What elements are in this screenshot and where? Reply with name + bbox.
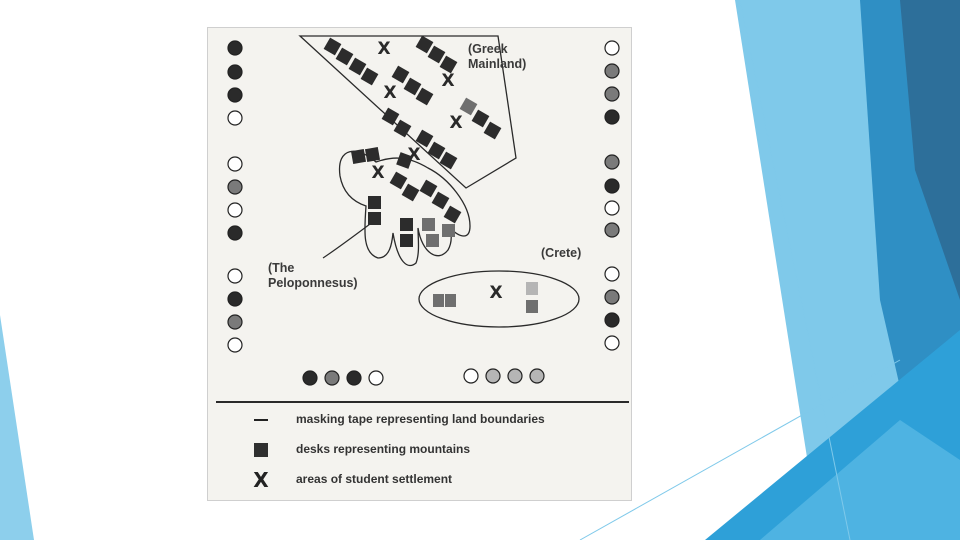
legend-row-tape (216, 409, 626, 431)
seat-circle (605, 201, 619, 215)
desk-square-icon (250, 439, 272, 461)
seat-circle (228, 41, 242, 55)
legend-row-settlement (216, 469, 626, 491)
seat-circle (228, 203, 242, 217)
peloponnesus-pointer (323, 224, 370, 258)
desk-square (428, 46, 446, 64)
desk-square (402, 184, 420, 202)
seat-circle (605, 336, 619, 350)
settlement-x: X (407, 145, 421, 165)
legend-row-desk (216, 439, 626, 461)
settlement-x: X (489, 283, 503, 303)
desk-square (433, 294, 444, 307)
desk-square (400, 234, 413, 247)
desk-square (361, 68, 379, 86)
settlement-x: X (441, 71, 455, 91)
settlement-x-icon: X (253, 468, 269, 492)
desk-square (526, 282, 538, 295)
desk-square (420, 180, 438, 198)
desk-square (445, 294, 456, 307)
desk-square (336, 48, 354, 66)
left-edge-accent (0, 315, 34, 540)
desk-square (428, 142, 446, 160)
settlement-x: X (449, 113, 463, 133)
desk-square (400, 218, 413, 231)
label-crete: (Crete) (541, 246, 582, 260)
seat-circle (605, 313, 619, 327)
desk-square (416, 36, 434, 54)
seat-circle (228, 111, 242, 125)
desk-square (382, 108, 400, 126)
seat-circle (228, 269, 242, 283)
desk-square (351, 149, 366, 164)
desk-square (444, 206, 462, 224)
seat-circle (347, 371, 361, 385)
label-greek-mainland (468, 42, 526, 72)
seat-circle (605, 64, 619, 78)
seat-circle (605, 155, 619, 169)
desk-square (422, 218, 435, 231)
seat-circle (228, 292, 242, 306)
desk-square (442, 224, 455, 237)
settlement-x: X (383, 83, 397, 103)
label-line: Peloponnesus) (268, 276, 358, 290)
desk-square (324, 38, 342, 56)
seat-circle (228, 88, 242, 102)
desk-square (416, 88, 434, 106)
classroom-map-scan (207, 27, 632, 501)
legend-text-tape: masking tape representing land boundaries (296, 412, 545, 426)
seat-circle (605, 290, 619, 304)
desk-square (368, 212, 381, 225)
label-line: (The (268, 261, 295, 275)
seat-circle (605, 223, 619, 237)
seat-circle (325, 371, 339, 385)
seat-circle (228, 338, 242, 352)
seat-circle (530, 369, 544, 383)
settlement-x: X (371, 163, 385, 183)
seat-circle (486, 369, 500, 383)
seat-circle (228, 65, 242, 79)
legend-text-settlement: areas of student settlement (296, 472, 453, 486)
desk-square (390, 172, 408, 190)
desk-square (484, 122, 502, 140)
desk-square (349, 58, 367, 76)
seat-circle (605, 87, 619, 101)
desk-square (365, 147, 380, 162)
desk-square (472, 110, 490, 128)
seat-circle (605, 267, 619, 281)
seat-circle (605, 110, 619, 124)
seat-circle (228, 315, 242, 329)
desk-square (432, 192, 450, 210)
seat-circle (605, 41, 619, 55)
seat-circle (303, 371, 317, 385)
seat-circle (369, 371, 383, 385)
seat-circle (605, 179, 619, 193)
seat-circle (508, 369, 522, 383)
desk-square (426, 234, 439, 247)
tape-line-icon (250, 409, 272, 431)
label-line: Mainland) (468, 57, 527, 71)
desk-square (392, 66, 410, 84)
desk-square (526, 300, 538, 313)
settlement-marks (371, 39, 502, 303)
seat-circle (228, 180, 242, 194)
seat-circle (228, 157, 242, 171)
desk-square (368, 196, 381, 209)
label-line: (Greek (468, 42, 508, 56)
seat-circle (228, 226, 242, 240)
label-peloponnesus (268, 261, 358, 291)
desk-square (404, 78, 422, 96)
seat-circle (464, 369, 478, 383)
legend (216, 401, 629, 500)
legend-text-desk: desks representing mountains (296, 442, 471, 456)
settlement-x: X (377, 39, 391, 59)
